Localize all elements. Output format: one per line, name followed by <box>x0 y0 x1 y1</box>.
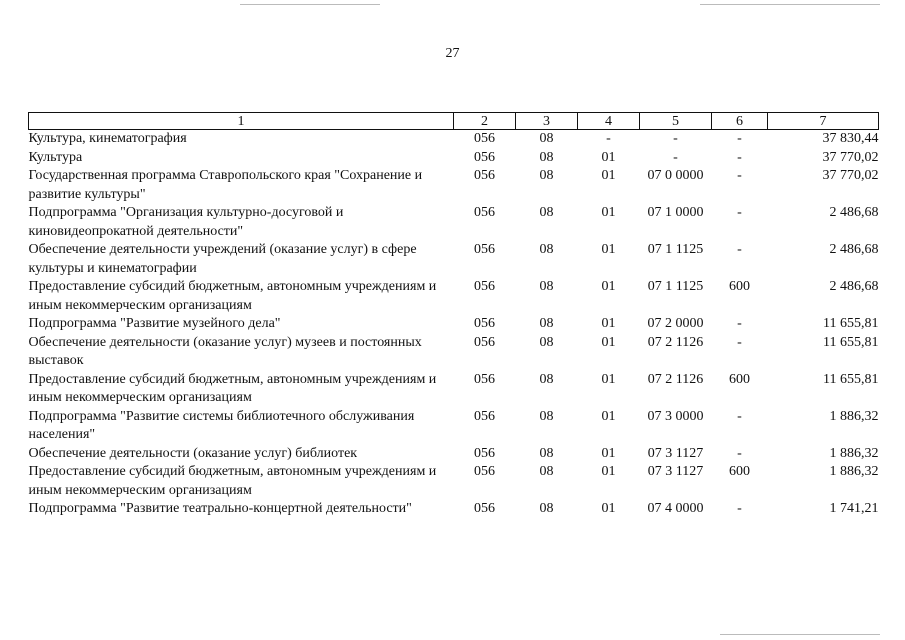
subsection-code: 01 <box>601 168 616 183</box>
expense-type-code: - <box>737 334 742 350</box>
table-header-row <box>29 113 879 130</box>
column-header-2: 2 <box>454 113 516 130</box>
amount: 1 886,32 <box>829 445 879 461</box>
target-article-code: 07 1 1125 <box>647 279 704 294</box>
ministry-code: 056 <box>474 316 495 331</box>
row-name: Культура, кинематография <box>28 131 187 146</box>
scan-artifact-top <box>240 4 380 5</box>
row-name: Подпрограмма "Развитие системы библиотечного обслуживания населения" <box>28 408 415 442</box>
amount: 11 655,81 <box>823 334 879 350</box>
column-header-7: 7 <box>768 113 879 130</box>
expense-type-code: - <box>737 242 742 257</box>
column-header-6: 6 <box>712 113 768 130</box>
row-name: Предоставление субсидий бюджетным, автономным учреждениям и иным некоммерческим организациям <box>28 371 437 405</box>
amount: 37 830,44 <box>822 131 879 146</box>
table-row <box>29 463 879 500</box>
ministry-code: 056 <box>474 168 495 183</box>
subsection-code: - <box>606 131 611 146</box>
subsection-code: 01 <box>601 334 616 350</box>
table-row <box>29 241 879 278</box>
ministry-code: 056 <box>474 501 495 516</box>
subsection-code: 01 <box>601 408 616 424</box>
subsection-code: 01 <box>601 501 616 516</box>
row-name: Государственная программа Ставропольского края "Сохранение и развитие культуры" <box>28 168 423 202</box>
target-article-code: 07 4 0000 <box>647 501 704 516</box>
section-code: 08 <box>539 371 554 387</box>
expense-type-code: - <box>737 408 742 424</box>
target-article-code: - <box>673 149 678 165</box>
table-row <box>29 278 879 315</box>
table-row <box>29 371 879 408</box>
expense-type-code: 600 <box>729 464 750 479</box>
subsection-code: 01 <box>601 279 616 294</box>
row-name: Обеспечение деятельности (оказание услуг) музеев и постоянных выставок <box>28 334 422 368</box>
ministry-code: 056 <box>474 408 495 424</box>
table-row <box>29 334 879 371</box>
ministry-code: 056 <box>474 205 495 220</box>
section-code: 08 <box>539 149 554 165</box>
ministry-code: 056 <box>474 334 495 350</box>
row-name: Подпрограмма "Организация культурно-досуговой и киновидеопрокатной деятельности" <box>28 205 344 239</box>
table-row <box>29 204 879 241</box>
amount: 1 741,21 <box>829 501 879 516</box>
section-code: 08 <box>539 501 554 516</box>
target-article-code: 07 1 1125 <box>647 242 704 257</box>
section-code: 08 <box>539 205 554 220</box>
target-article-code: 07 2 1126 <box>647 371 704 387</box>
section-code: 08 <box>539 242 554 257</box>
ministry-code: 056 <box>474 464 495 479</box>
page-number: 27 <box>445 46 460 61</box>
expense-type-code: 600 <box>729 371 750 387</box>
section-code: 08 <box>539 464 554 479</box>
ministry-code: 056 <box>474 131 495 146</box>
section-code: 08 <box>539 316 554 331</box>
amount: 37 770,02 <box>822 168 879 183</box>
column-header-1: 1 <box>29 113 454 130</box>
section-code: 08 <box>539 168 554 183</box>
table-row <box>29 445 879 464</box>
target-article-code: 07 0 0000 <box>647 168 704 183</box>
target-article-code: - <box>673 131 678 146</box>
target-article-code: 07 1 0000 <box>647 205 704 220</box>
amount: 11 655,81 <box>823 371 879 387</box>
section-code: 08 <box>539 131 554 146</box>
expense-type-code: - <box>737 316 742 331</box>
row-name: Подпрограмма "Развитие театрально-концертной деятельности" <box>28 501 412 516</box>
ministry-code: 056 <box>474 279 495 294</box>
table-row <box>29 408 879 445</box>
row-name: Подпрограмма "Развитие музейного дела" <box>28 316 281 331</box>
subsection-code: 01 <box>601 445 616 461</box>
table-row <box>29 315 879 334</box>
ministry-code: 056 <box>474 445 495 461</box>
table-row <box>29 130 879 149</box>
subsection-code: 01 <box>601 316 616 331</box>
subsection-code: 01 <box>601 242 616 257</box>
amount: 11 655,81 <box>823 316 879 331</box>
column-header-5: 5 <box>640 113 712 130</box>
section-code: 08 <box>539 279 554 294</box>
row-name: Обеспечение деятельности (оказание услуг) библиотек <box>28 445 358 461</box>
column-header-4: 4 <box>578 113 640 130</box>
table-row <box>29 149 879 168</box>
row-name: Предоставление субсидий бюджетным, автономным учреждениям и иным некоммерческим организациям <box>28 464 437 498</box>
row-name: Предоставление субсидий бюджетным, автономным учреждениям и иным некоммерческим организациям <box>28 279 437 313</box>
amount: 2 486,68 <box>829 279 879 294</box>
table-row <box>29 500 879 519</box>
target-article-code: 07 3 1127 <box>647 445 704 461</box>
amount: 1 886,32 <box>829 464 879 479</box>
subsection-code: 01 <box>601 371 616 387</box>
target-article-code: 07 3 1127 <box>647 464 704 479</box>
expense-type-code: - <box>737 131 742 146</box>
section-code: 08 <box>539 445 554 461</box>
column-header-3: 3 <box>516 113 578 130</box>
amount: 37 770,02 <box>822 149 879 165</box>
expense-type-code: - <box>737 168 742 183</box>
target-article-code: 07 2 0000 <box>647 316 704 331</box>
row-name: Обеспечение деятельности учреждений (оказание услуг) в сфере культуры и кинематографии <box>28 242 417 276</box>
amount: 1 886,32 <box>829 408 879 424</box>
table-row <box>29 167 879 204</box>
expense-type-code: - <box>737 205 742 220</box>
section-code: 08 <box>539 408 554 424</box>
budget-table <box>28 112 879 519</box>
ministry-code: 056 <box>474 371 495 387</box>
ministry-code: 056 <box>474 149 495 165</box>
expense-type-code: 600 <box>729 279 750 294</box>
scan-artifact-bottom-right <box>720 634 880 635</box>
section-code: 08 <box>539 334 554 350</box>
amount: 2 486,68 <box>829 205 879 220</box>
subsection-code: 01 <box>601 149 616 165</box>
ministry-code: 056 <box>474 242 495 257</box>
expense-type-code: - <box>737 445 742 461</box>
subsection-code: 01 <box>601 464 616 479</box>
target-article-code: 07 3 0000 <box>647 408 704 424</box>
subsection-code: 01 <box>601 205 616 220</box>
target-article-code: 07 2 1126 <box>647 334 704 350</box>
amount: 2 486,68 <box>829 242 879 257</box>
scan-artifact-top-right <box>700 4 880 5</box>
expense-type-code: - <box>737 501 742 516</box>
expense-type-code: - <box>737 149 742 165</box>
row-name: Культура <box>28 149 83 165</box>
